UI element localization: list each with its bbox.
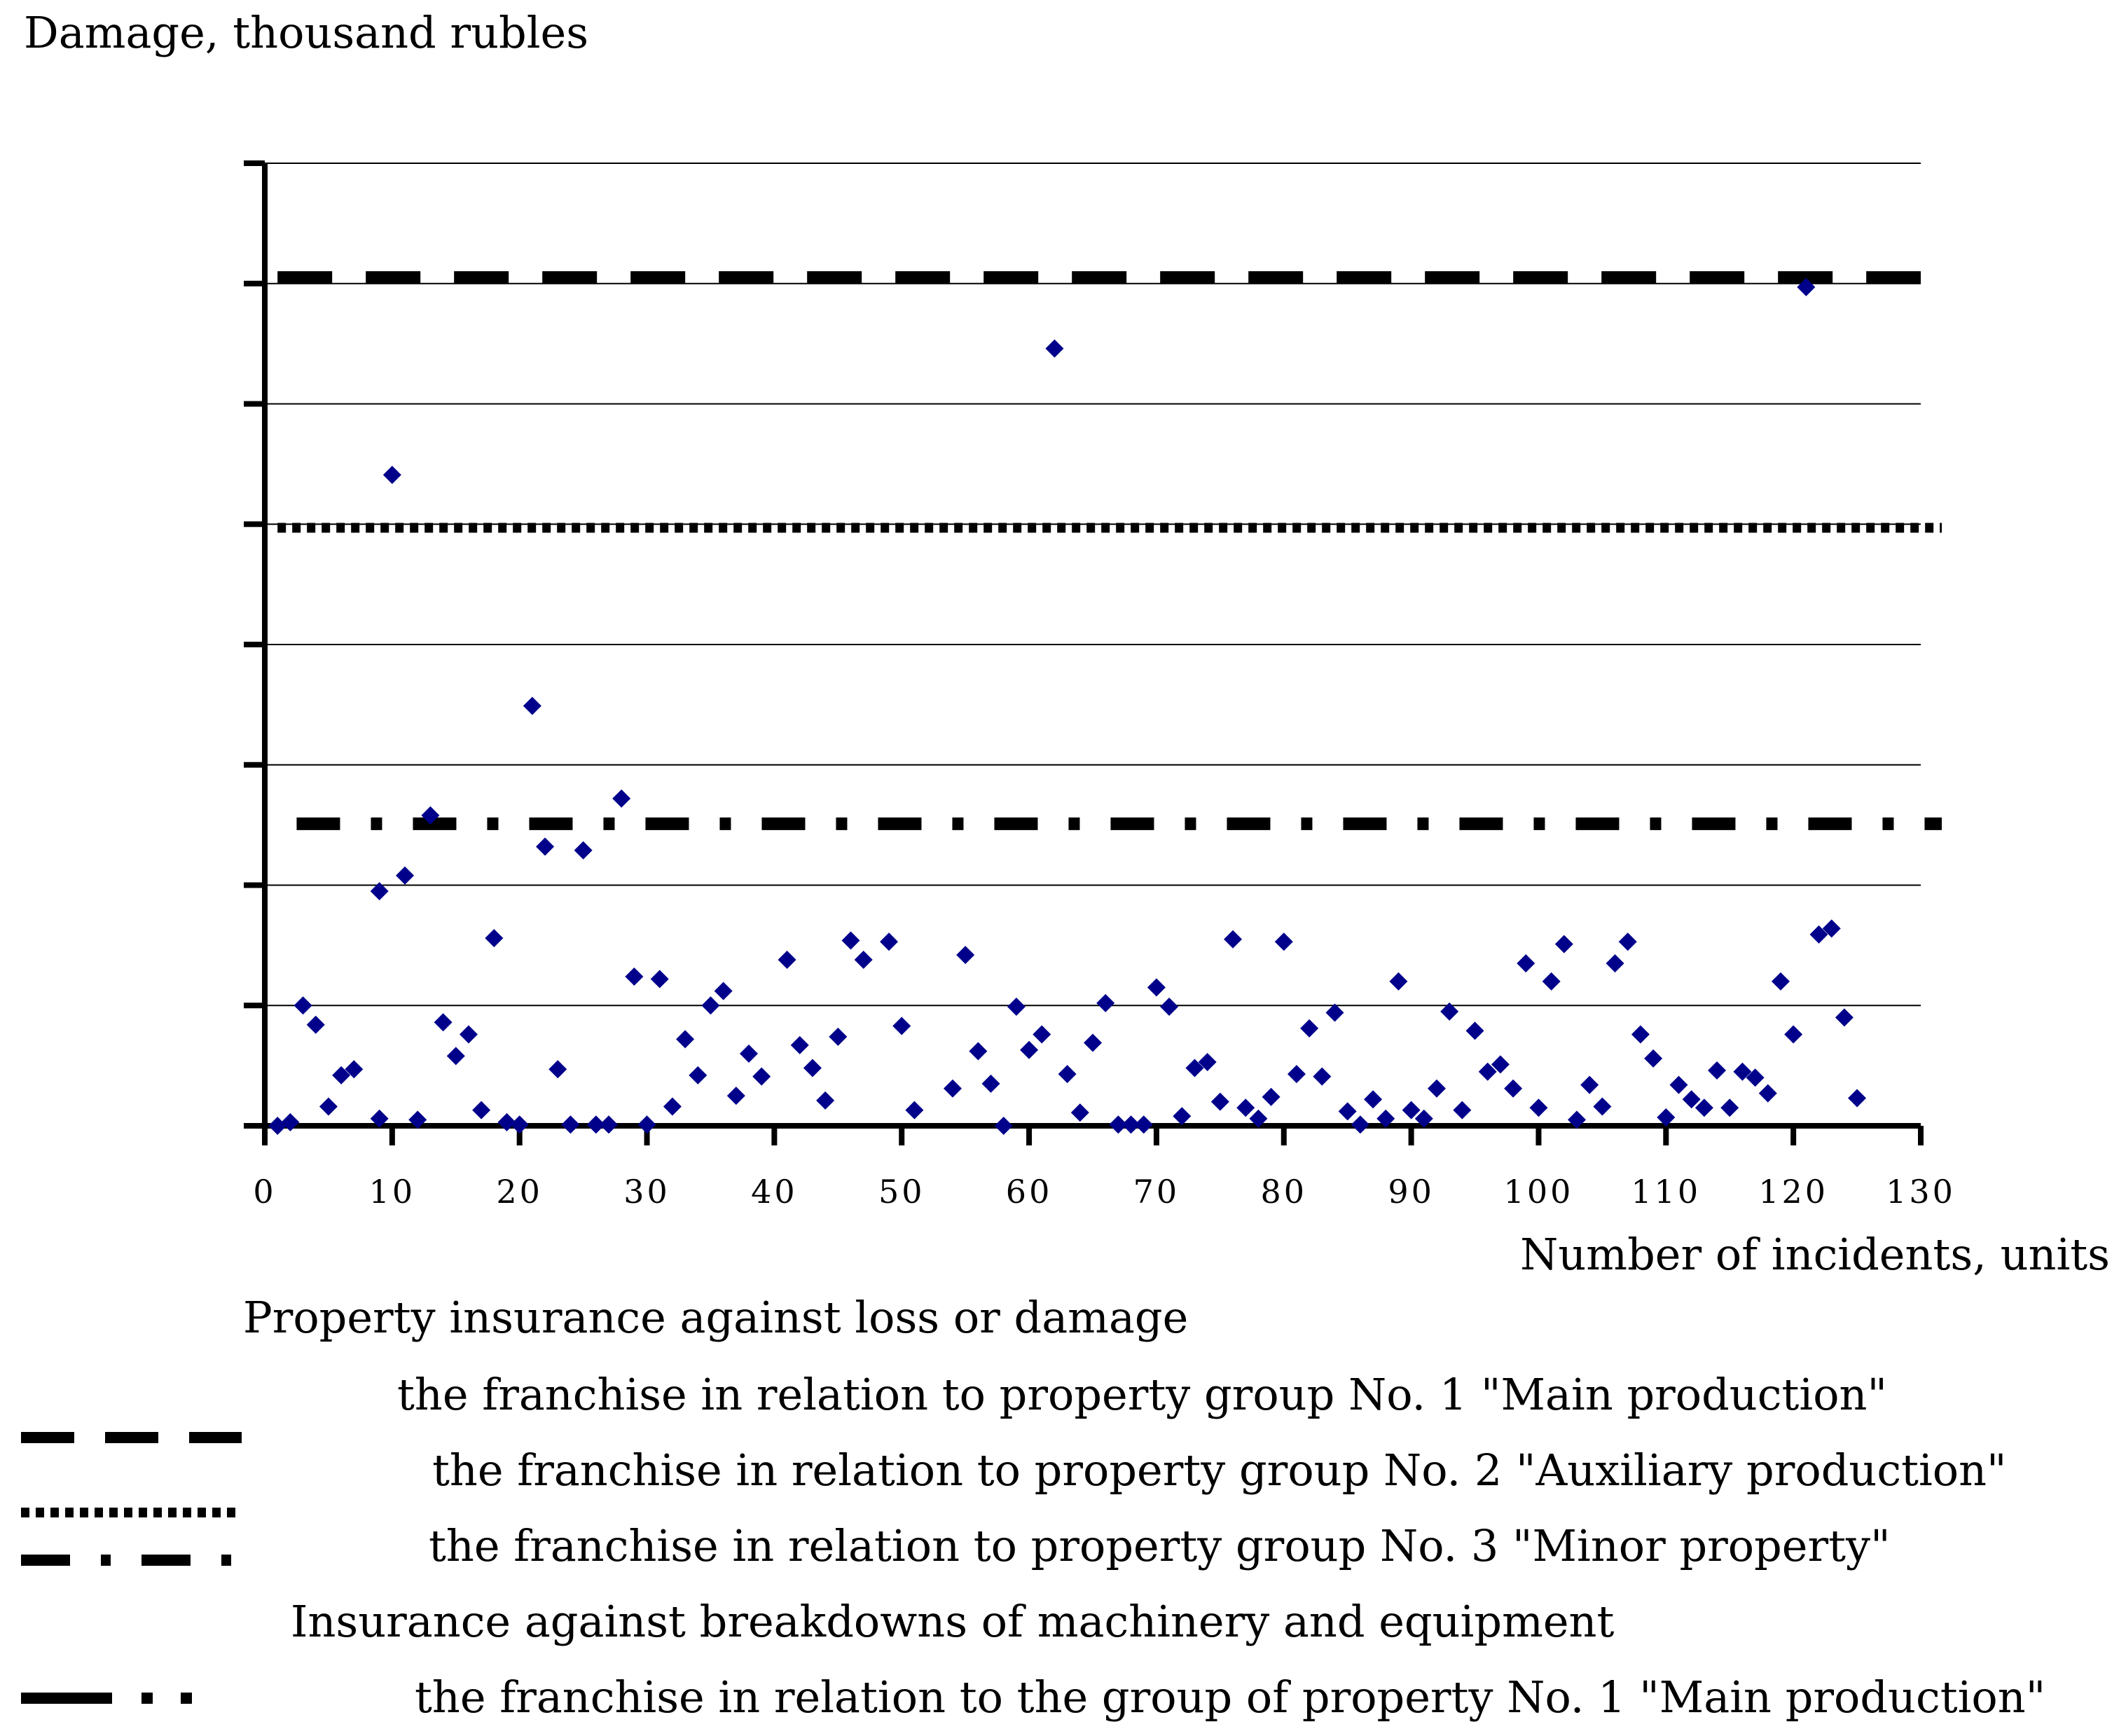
- legend-heading-property: Property insurance against loss or damage: [243, 1292, 1189, 1343]
- legend-label-group3-minor: the franchise in relation to property group No. 3 "Minor property": [429, 1520, 1891, 1571]
- x-tick-label-12: 120: [1758, 1173, 1829, 1211]
- x-tick-label-6: 60: [1005, 1173, 1053, 1211]
- x-tick-label-13: 130: [1886, 1173, 1956, 1211]
- x-tick-label-5: 50: [878, 1173, 925, 1211]
- x-axis-title: Number of incidents, units: [1520, 1229, 2110, 1280]
- x-tick-label-0: 0: [253, 1173, 277, 1211]
- x-tick-label-4: 40: [751, 1173, 798, 1211]
- y-axis-title: Damage, thousand rubles: [24, 7, 589, 58]
- legend-label-group2-auxiliary: the franchise in relation to property group No. 2 "Auxiliary production": [432, 1445, 2007, 1496]
- x-tick-label-3: 30: [623, 1173, 670, 1211]
- legend-label-breakdowns-group1-main: the franchise in relation to the group of property No. 1 "Main production": [415, 1672, 2046, 1723]
- x-tick-label-1: 10: [368, 1173, 416, 1211]
- x-tick-label-2: 20: [496, 1173, 543, 1211]
- x-tick-label-9: 90: [1388, 1173, 1435, 1211]
- x-tick-label-11: 110: [1631, 1173, 1702, 1211]
- legend-label-group1-main: the franchise in relation to property group No. 1 "Main production": [397, 1369, 1887, 1420]
- x-tick-label-7: 70: [1133, 1173, 1180, 1211]
- x-tick-label-10: 100: [1503, 1173, 1574, 1211]
- legend-heading-breakdowns: Insurance against breakdowns of machinery and equipment: [291, 1596, 1615, 1647]
- x-tick-label-8: 80: [1260, 1173, 1308, 1211]
